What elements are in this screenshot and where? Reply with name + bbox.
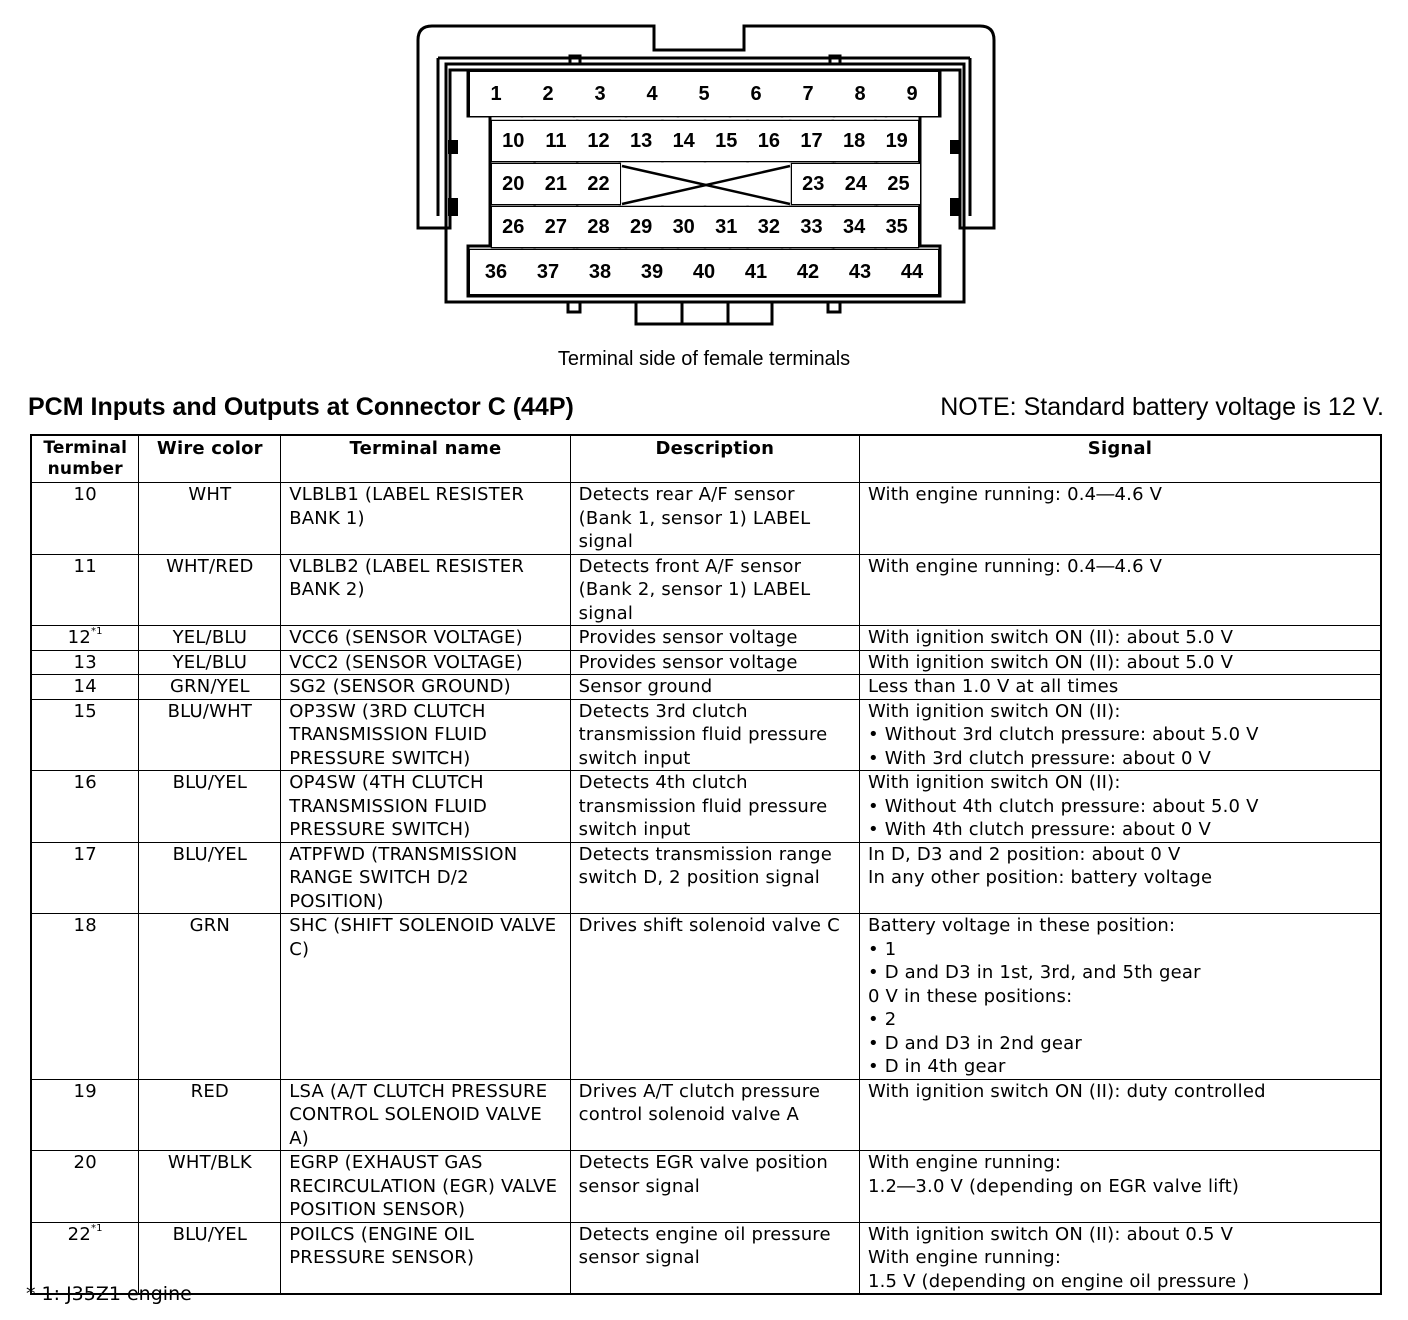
- terminal-number-value: 14: [73, 676, 97, 697]
- terminal-name: ATPFWD (TRANSMISSION RANGE SWITCH D/2 POSITION): [281, 842, 570, 914]
- signal-line: With ignition switch ON (II): about 5.0 V: [867, 651, 1234, 673]
- signal-line: With engine running:: [867, 1247, 1062, 1268]
- signal: [859, 699, 1381, 771]
- table-row: [31, 1079, 1381, 1151]
- terminal-28: 28: [577, 207, 620, 247]
- terminal-37: 37: [522, 250, 574, 294]
- terminal-12: 12: [577, 121, 620, 161]
- wire-color: WHT/BLK: [139, 1151, 281, 1223]
- terminal-name: OP3SW (3RD CLUTCH TRANSMISSION FLUID PRESSURE SWITCH): [281, 699, 570, 771]
- terminal-name: VCC2 (SENSOR VOLTAGE): [281, 650, 570, 675]
- wire-color: YEL/BLU: [139, 626, 281, 651]
- terminal-name: VCC6 (SENSOR VOLTAGE): [281, 626, 570, 651]
- terminal-44: 44: [886, 250, 938, 294]
- terminal-2: 2: [522, 72, 574, 116]
- terminal-13: 13: [620, 121, 663, 161]
- terminal-10: 10: [492, 121, 535, 161]
- table-row: [31, 1222, 1381, 1294]
- voltage-note: NOTE: Standard battery voltage is 12 V.: [940, 393, 1384, 421]
- terminal-33: 33: [790, 207, 833, 247]
- signal-line: With ignition switch ON (II): duty controlled: [867, 1080, 1266, 1102]
- terminal-6: 6: [730, 72, 782, 116]
- wire-color: GRN/YEL: [139, 675, 281, 700]
- terminal-21: 21: [535, 164, 578, 204]
- terminal-34: 34: [833, 207, 876, 247]
- terminal-number-value: 22: [67, 1223, 91, 1245]
- signal: [859, 1079, 1381, 1151]
- terminal-number-value: 13: [73, 651, 97, 673]
- terminal-number-value: 11: [73, 555, 97, 577]
- terminal-27: 27: [535, 207, 578, 247]
- header-terminal-number: Terminal number: [31, 435, 139, 483]
- signal-line: With engine running:: [867, 1152, 1062, 1173]
- header-terminal-name: Terminal name: [281, 435, 570, 483]
- terminal-11: 11: [535, 121, 578, 161]
- terminal-name: LSA (A/T CLUTCH PRESSURE CONTROL SOLENOID VALVE A): [281, 1079, 570, 1151]
- terminal-name: VLBLB1 (LABEL RESISTER BANK 1): [281, 483, 570, 555]
- terminal-35: 35: [875, 207, 918, 247]
- signal: [859, 1222, 1381, 1294]
- table-header-row: [31, 435, 1381, 483]
- description: Detects 4th clutch transmission fluid pressure switch input: [570, 771, 859, 843]
- terminal-name: VLBLB2 (LABEL RESISTER BANK 2): [281, 554, 570, 626]
- description: Detects EGR valve position sensor signal: [570, 1151, 859, 1223]
- terminal-14: 14: [662, 121, 705, 161]
- terminal-number: [31, 914, 139, 1080]
- signal-line: • 2: [867, 1009, 897, 1030]
- terminal-number: [31, 554, 139, 626]
- terminal-42: 42: [782, 250, 834, 294]
- terminal-number: [31, 1079, 139, 1151]
- terminal-8: 8: [834, 72, 886, 116]
- pcm-io-table: [30, 434, 1382, 1295]
- terminal-9: 9: [886, 72, 938, 116]
- signal-line: • D and D3 in 1st, 3rd, and 5th gear: [867, 962, 1201, 983]
- wire-color: BLU/YEL: [139, 771, 281, 843]
- terminal-16: 16: [748, 121, 791, 161]
- footnote-marker: *1: [90, 626, 103, 637]
- terminal-number: [31, 1151, 139, 1223]
- terminal-number: [31, 675, 139, 700]
- signal-line: • D and D3 in 2nd gear: [867, 1032, 1082, 1054]
- signal: [859, 483, 1381, 555]
- table-row: [31, 1151, 1381, 1223]
- wire-color: WHT/RED: [139, 554, 281, 626]
- terminal-3: 3: [574, 72, 626, 116]
- terminal-5: 5: [678, 72, 730, 116]
- diagram-caption: Terminal side of female terminals: [557, 348, 851, 370]
- signal-line: • With 4th clutch pressure: about 0 V: [867, 819, 1211, 840]
- table-row: [31, 914, 1381, 1080]
- description: Drives shift solenoid valve C: [570, 914, 859, 1080]
- terminal-29: 29: [620, 207, 663, 247]
- signal-line: 0 V in these positions:: [867, 985, 1073, 1007]
- terminal-40: 40: [678, 250, 730, 294]
- terminal-38: 38: [574, 250, 626, 294]
- signal: [859, 1151, 1381, 1223]
- terminal-number-value: 12: [67, 627, 91, 648]
- signal-line: Battery voltage in these position:: [867, 915, 1176, 936]
- signal: [859, 626, 1381, 651]
- signal: [859, 842, 1381, 914]
- terminal-name: SG2 (SENSOR GROUND): [281, 675, 570, 700]
- description: Detects 3rd clutch transmission fluid pressure switch input: [570, 699, 859, 771]
- terminal-41: 41: [730, 250, 782, 294]
- signal-line: • D in 4th gear: [867, 1056, 1006, 1077]
- signal-line: With ignition switch ON (II):: [867, 700, 1121, 722]
- terminal-name: POILCS (ENGINE OIL PRESSURE SENSOR): [281, 1222, 570, 1294]
- terminal-18: 18: [833, 121, 876, 161]
- table-row: [31, 483, 1381, 555]
- signal-line: • 1: [867, 938, 897, 960]
- wire-color: RED: [139, 1079, 281, 1151]
- description: Drives A/T clutch pressure control solenoid valve A: [570, 1079, 859, 1151]
- connector-diagram: [410, 20, 1000, 330]
- description: Detects rear A/F sensor (Bank 1, sensor 1) LABEL signal: [570, 483, 859, 555]
- terminal-number-value: 20: [73, 1152, 97, 1173]
- terminal-number: [31, 626, 139, 651]
- terminal-number-value: 10: [73, 484, 97, 505]
- terminal-number-value: 18: [73, 915, 97, 936]
- signal-line: With engine running: 0.4―4.6 V: [867, 484, 1163, 505]
- table-row: [31, 650, 1381, 675]
- terminal-7: 7: [782, 72, 834, 116]
- description: Provides sensor voltage: [570, 626, 859, 651]
- table-row: [31, 675, 1381, 700]
- terminal-15: 15: [705, 121, 748, 161]
- signal-line: With ignition switch ON (II): about 0.5 V: [867, 1223, 1234, 1245]
- terminal-24: 24: [835, 164, 878, 204]
- table-row: [31, 842, 1381, 914]
- terminal-number: [31, 699, 139, 771]
- page-title: PCM Inputs and Outputs at Connector C (44P): [28, 393, 574, 421]
- terminal-number: [31, 842, 139, 914]
- terminal-23: 23: [792, 164, 835, 204]
- signal-line: In any other position: battery voltage: [867, 867, 1213, 888]
- terminal-32: 32: [748, 207, 791, 247]
- terminal-30: 30: [662, 207, 705, 247]
- wire-color: WHT: [139, 483, 281, 555]
- signal-line: 1.2―3.0 V (depending on EGR valve lift): [867, 1175, 1240, 1197]
- signal-line: • Without 4th clutch pressure: about 5.0 V: [867, 795, 1259, 817]
- description: Detects transmission range switch D, 2 position signal: [570, 842, 859, 914]
- signal-line: With ignition switch ON (II):: [867, 772, 1121, 793]
- terminal-25: 25: [877, 164, 920, 204]
- signal: [859, 554, 1381, 626]
- terminal-22: 22: [577, 164, 620, 204]
- wire-color: BLU/YEL: [139, 1222, 281, 1294]
- header-description: Description: [570, 435, 859, 483]
- terminal-name: OP4SW (4TH CLUTCH TRANSMISSION FLUID PRESSURE SWITCH): [281, 771, 570, 843]
- terminal-number: [31, 650, 139, 675]
- terminal-19: 19: [875, 121, 918, 161]
- terminal-number-value: 17: [73, 843, 97, 865]
- terminal-20: 20: [492, 164, 535, 204]
- terminal-36: 36: [470, 250, 522, 294]
- wire-color: BLU/WHT: [139, 699, 281, 771]
- signal: [859, 650, 1381, 675]
- wire-color: GRN: [139, 914, 281, 1080]
- signal: [859, 675, 1381, 700]
- header-signal: Signal: [859, 435, 1381, 483]
- description: Provides sensor voltage: [570, 650, 859, 675]
- description: Sensor ground: [570, 675, 859, 700]
- terminal-number: [31, 771, 139, 843]
- terminal-39: 39: [626, 250, 678, 294]
- terminal-number: [31, 483, 139, 555]
- table-row: [31, 554, 1381, 626]
- terminal-4: 4: [626, 72, 678, 116]
- signal-line: With ignition switch ON (II): about 5.0 V: [867, 627, 1234, 648]
- description: Detects engine oil pressure sensor signal: [570, 1222, 859, 1294]
- terminal-name: SHC (SHIFT SOLENOID VALVE C): [281, 914, 570, 1080]
- terminal-31: 31: [705, 207, 748, 247]
- signal-line: • Without 3rd clutch pressure: about 5.0 V: [867, 724, 1259, 745]
- terminal-number-value: 16: [73, 772, 97, 793]
- signal-line: • With 3rd clutch pressure: about 0 V: [867, 747, 1212, 769]
- terminal-26: 26: [492, 207, 535, 247]
- terminal-number-value: 15: [73, 700, 97, 722]
- header-wire-color: Wire color: [139, 435, 281, 483]
- terminal-1: 1: [470, 72, 522, 116]
- wire-color: YEL/BLU: [139, 650, 281, 675]
- terminal-number-value: 19: [73, 1080, 97, 1102]
- table-row: [31, 771, 1381, 843]
- footnote: * 1: J35Z1 engine: [26, 1283, 192, 1305]
- terminal-17: 17: [790, 121, 833, 161]
- signal-line: Less than 1.0 V at all times: [867, 676, 1119, 697]
- footnote-marker: *1: [90, 1222, 103, 1234]
- terminal-43: 43: [834, 250, 886, 294]
- terminal-name: EGRP (EXHAUST GAS RECIRCULATION (EGR) VALVE POSITION SENSOR): [281, 1151, 570, 1223]
- table-body: [31, 483, 1381, 1295]
- signal-line: In D, D3 and 2 position: about 0 V: [867, 843, 1181, 865]
- signal-line: 1.5 V (depending on engine oil pressure ): [867, 1270, 1250, 1292]
- description: Detects front A/F sensor (Bank 2, sensor 1) LABEL signal: [570, 554, 859, 626]
- table-row: [31, 626, 1381, 651]
- wire-color: BLU/YEL: [139, 842, 281, 914]
- signal: [859, 914, 1381, 1080]
- signal: [859, 771, 1381, 843]
- table-row: [31, 699, 1381, 771]
- signal-line: With engine running: 0.4―4.6 V: [867, 555, 1163, 577]
